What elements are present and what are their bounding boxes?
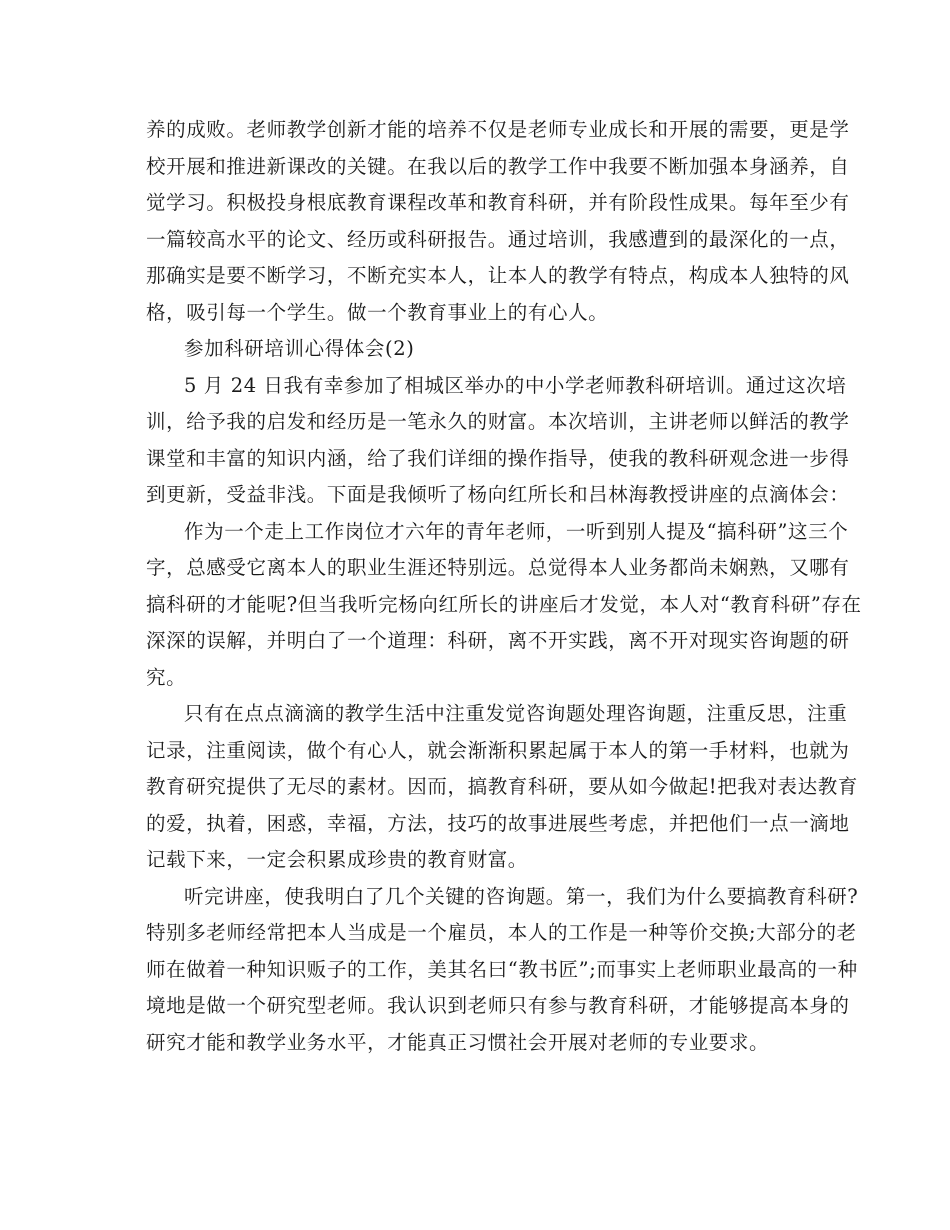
text-line: 记载下来，一定会积累成珍贵的教育财富。 [146, 848, 528, 871]
text-line: 师在做着一种知识贩子的工作，美其名曰“教书匠”;而事实上老师职业最高的一种 [146, 957, 858, 981]
text-line: 作为一个走上工作岗位才六年的青年老师，一听到别人提及“搞科研”这三个 [184, 519, 849, 543]
text-line: 校开展和推进新课改的关键。在我以后的教学工作中我要不断加强本身涵养，自 [146, 154, 850, 178]
text-line: 那确实是要不断学习，不断充实本人，让本人的教学有特点，构成本人独特的风 [146, 264, 850, 287]
text-line: 一篇较高水平的论文、经历或科研报告。通过培训，我感遭到的最深化的一点， [146, 227, 850, 251]
text-line: 记录，注重阅读，做个有心人，就会渐渐积累起属于本人的第一手材料，也就为 [146, 738, 850, 762]
text-line: 训，给予我的启发和经历是一笔永久的财富。本次培训，主讲老师以鲜活的教学 [146, 410, 850, 433]
text-line: 的爱，执着，困惑，幸福，方法，技巧的故事进展些考虑，并把他们一点一滴地 [146, 811, 850, 835]
text-line: 境地是做一个研究型老师。我认识到老师只有参与教育科研，才能够提高本身的 [146, 994, 850, 1017]
text-line: 课堂和丰富的知识内涵，给了我们详细的操作指导，使我的教科研观念进一步得 [146, 446, 850, 470]
text-line: 研究才能和教学业务水平，才能真正习惯社会开展对老师的专业要求。 [146, 1030, 770, 1054]
text-line: 深深的误解，并明白了一个道理：科研，离不开实践，离不开对现实咨询题的研 [146, 629, 850, 652]
text-line: 特别多老师经常把本人当成是一个雇员，本人的工作是一种等价交换;大部分的老 [146, 921, 857, 944]
document-body [146, 112, 862, 1061]
text-line: 养的成败。老师教学创新才能的培养不仅是老师专业成长和开展的需要，更是学 [146, 118, 850, 141]
text-line: 听完讲座，使我明白了几个关键的咨询题。第一，我们为什么要搞教育科研? [184, 884, 859, 908]
text-line: 觉学习。积极投身根底教育课程改革和教育科研，并有阶段性成果。每年至少有 [146, 191, 850, 214]
text-line: 格，吸引每一个学生。做一个教育事业上的有心人。 [146, 300, 609, 324]
text-line: 只有在点点滴滴的教学生活中注重发觉咨询题处理咨询题，注重反思，注重 [184, 702, 848, 725]
text-line: 5 月 24 日我有幸参加了相城区举办的中小学老师教科研培训。通过这次培 [184, 373, 847, 397]
text-line: 到更新，受益非浅。下面是我倾听了杨向红所长和吕林海教授讲座的点滴体会： [146, 483, 850, 506]
text-line: 究。 [146, 665, 187, 689]
text-line: 搞科研的才能呢?但当我听完杨向红所长的讲座后才发觉，本人对“教育科研”存在 [146, 592, 862, 616]
text-line: 字，总感受它离本人的职业生涯还特别远。总觉得本人业务都尚未娴熟，又哪有 [146, 556, 850, 579]
section-heading: 参加科研培训心得体会(2) [184, 337, 415, 360]
text-line: 教育研究提供了无尽的素材。因而，搞教育科研，要从如今做起!把我对表达教育 [146, 775, 858, 798]
